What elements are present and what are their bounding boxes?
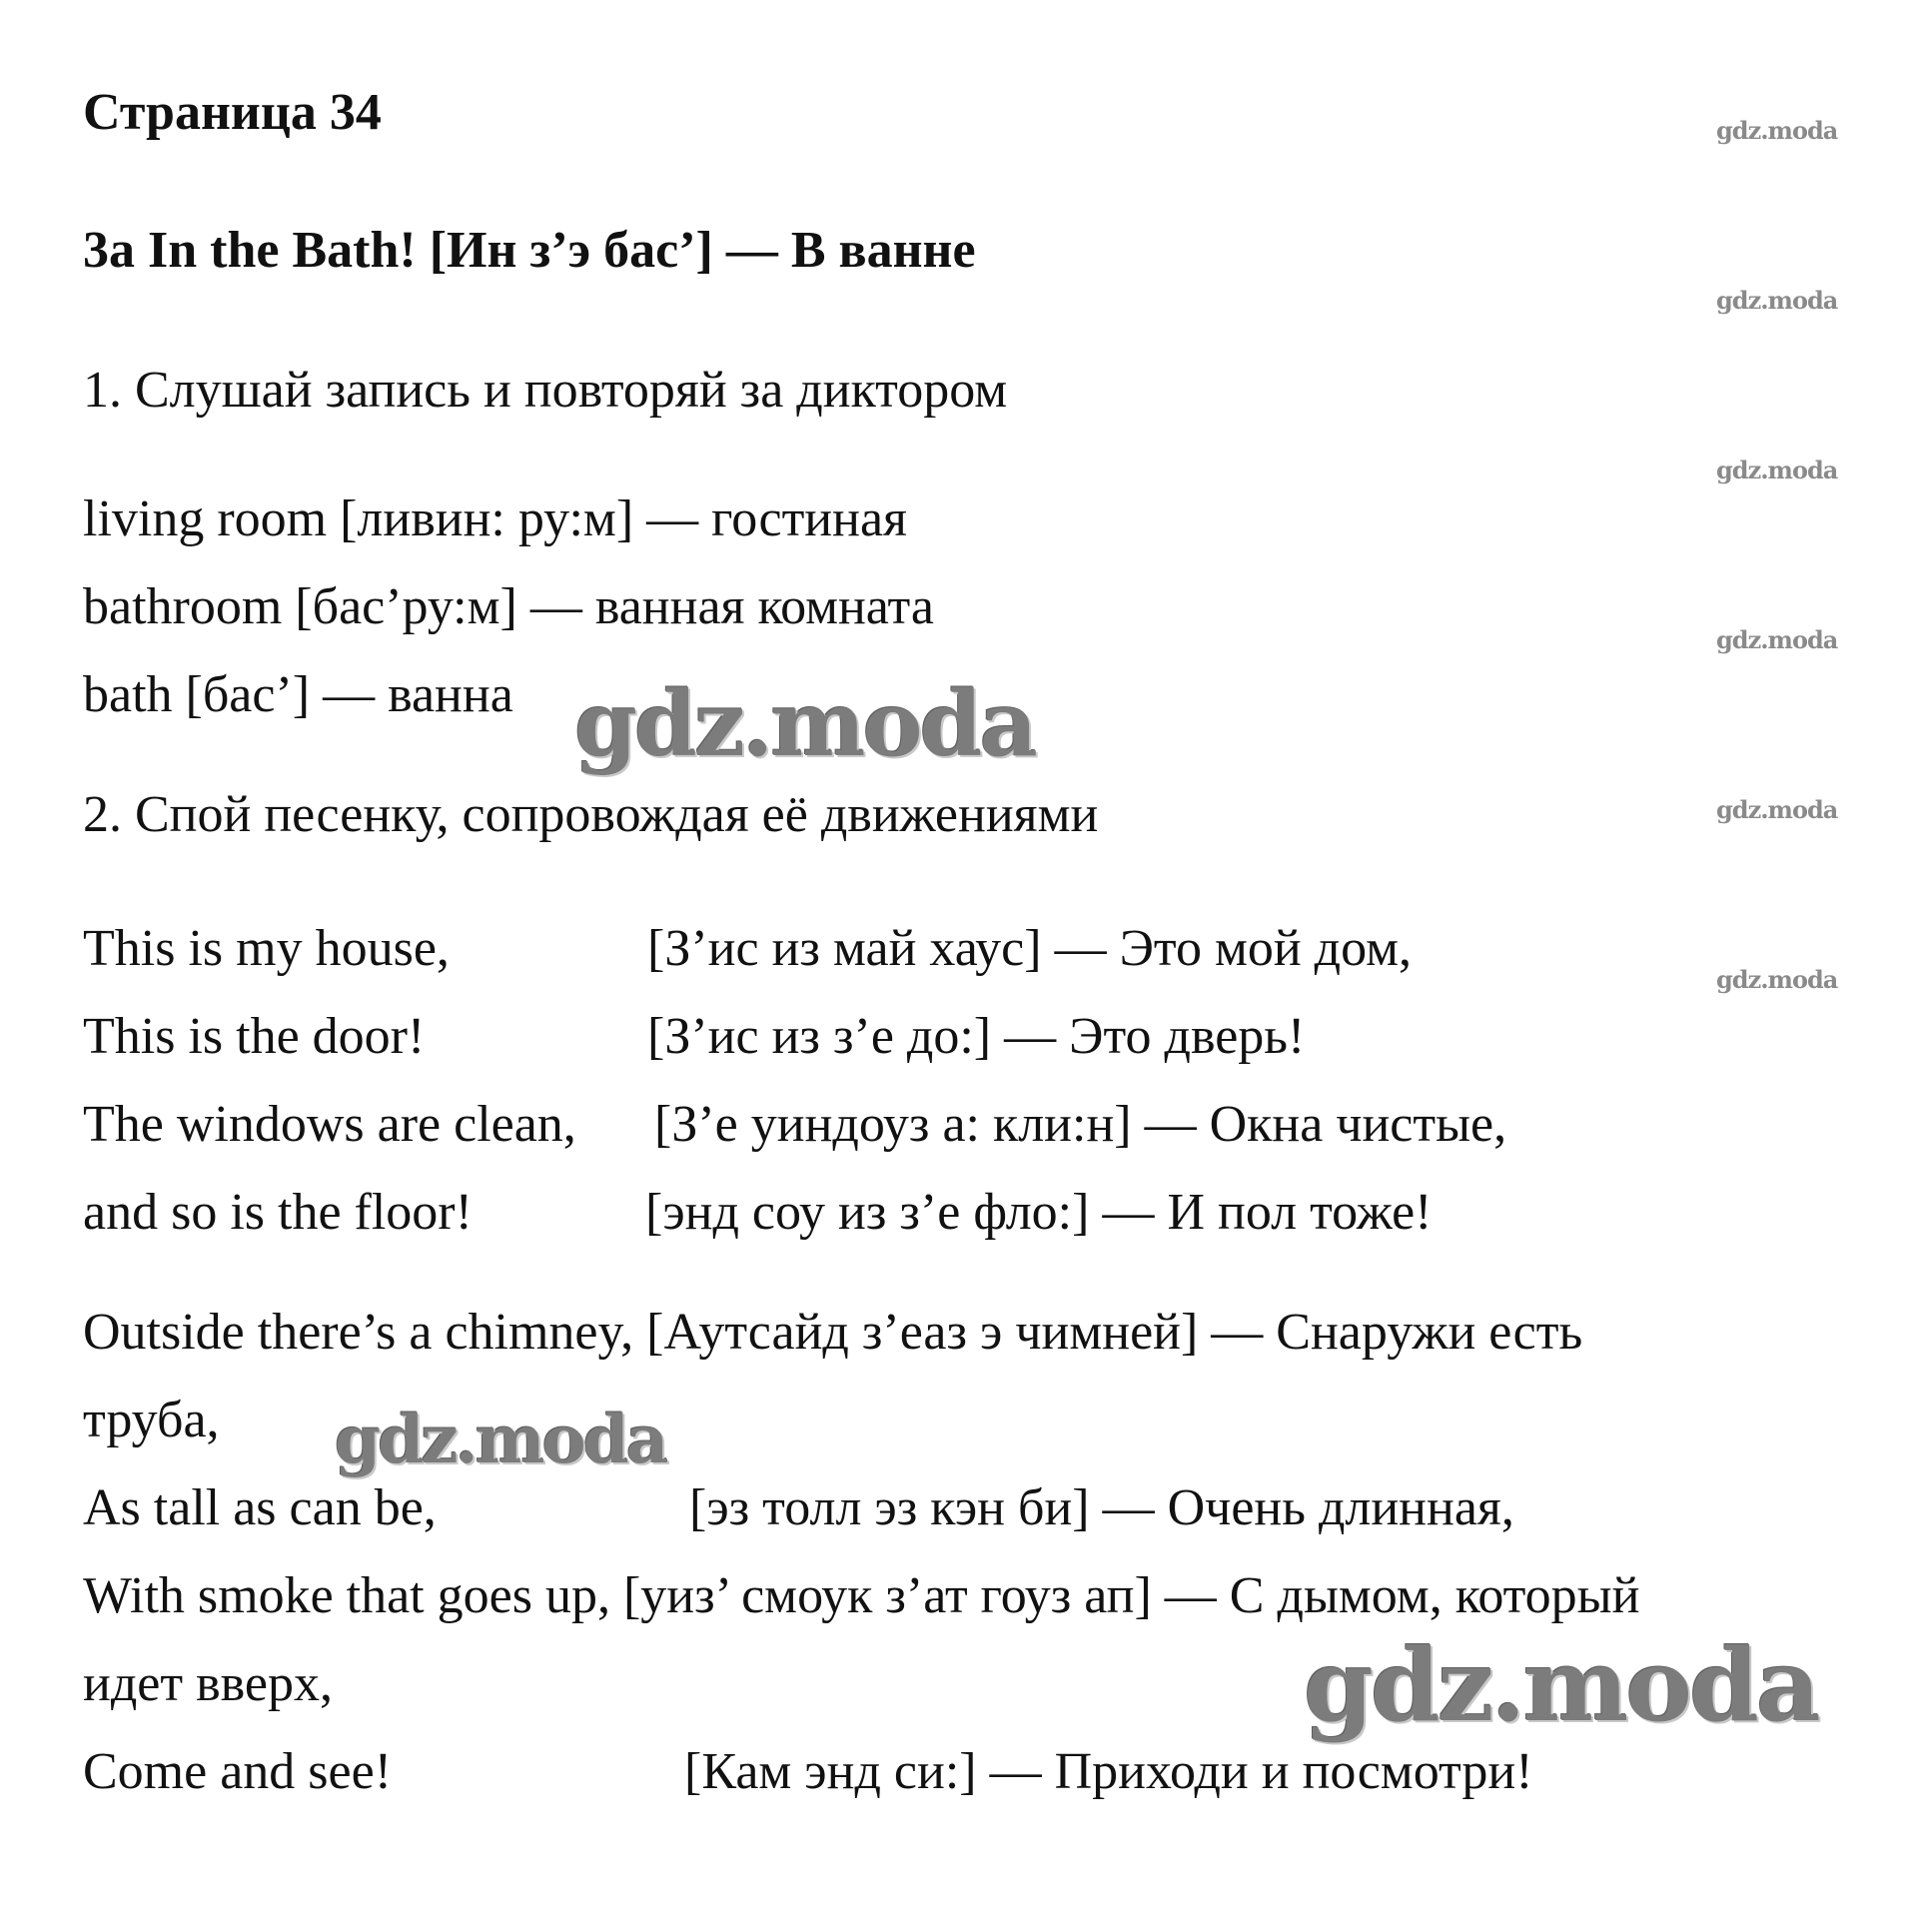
song-line-translation: [Кам энд си:] — Приходи и посмотри! [684,1743,1533,1800]
song-line-continuation: труба, [83,1392,220,1448]
song-line-translation: [З’ис из з’е до:] — Это дверь! [647,1008,1306,1065]
song-line-english: The windows are clean, [83,1096,576,1153]
section-title: 3a In the Bath! [Ин з’э бас’] — В ванне [83,222,976,279]
watermark-small: gdz.moda [1716,965,1838,994]
song-line-continuation: идет вверх, [83,1655,333,1712]
watermark-large: gdz.moda [1304,1626,1818,1744]
song-line-english: Come and see! [83,1743,393,1800]
vocab-item: bath [бас’] — ванна [83,666,513,723]
page-heading: Страница 34 [83,84,382,141]
song-line-english: As tall as can be, [83,1479,437,1536]
song-line-text: Outside there’s a chimney, [Аутсайд з’еаз э чимней] — Снаружи есть [83,1304,1583,1361]
vocab-item: living room [ливин: ру:м] — гостиная [83,490,907,547]
vocab-item: bathroom [бас’ру:м] — ванная комната [83,578,934,635]
song-line-translation: [З’ис из май хаус] — Это мой дом, [647,920,1413,977]
song-line-text: With smoke that goes up, [уиз’ смоук з’ат гоуз ап] — С дымом, который [83,1567,1640,1624]
watermark-small: gdz.moda [1716,116,1838,145]
watermark-small: gdz.moda [1716,625,1838,654]
song-line-translation: [З’е уиндоуз а: кли:н] — Окна чистые, [654,1096,1507,1153]
watermark-large: gdz.moda [574,671,1035,777]
task-2-instruction: 2. Спой песенку, сопровождая её движениями [83,786,1099,843]
watermark-small: gdz.moda [1716,456,1838,484]
song-line-translation: [энд соу из з’е фло:] — И пол тоже! [645,1184,1433,1241]
song-line-english: This is my house, [83,920,450,977]
watermark-large: gdz.moda [335,1401,666,1478]
watermark-small: gdz.moda [1716,286,1838,315]
song-line-english: This is the door! [83,1008,426,1065]
watermark-small: gdz.moda [1716,795,1838,824]
task-1-instruction: 1. Слушай запись и повторяй за диктором [83,362,1008,419]
song-line-translation: [эз толл эз кэн би] — Очень длинная, [689,1479,1514,1536]
song-line-english: and so is the floor! [83,1184,473,1241]
